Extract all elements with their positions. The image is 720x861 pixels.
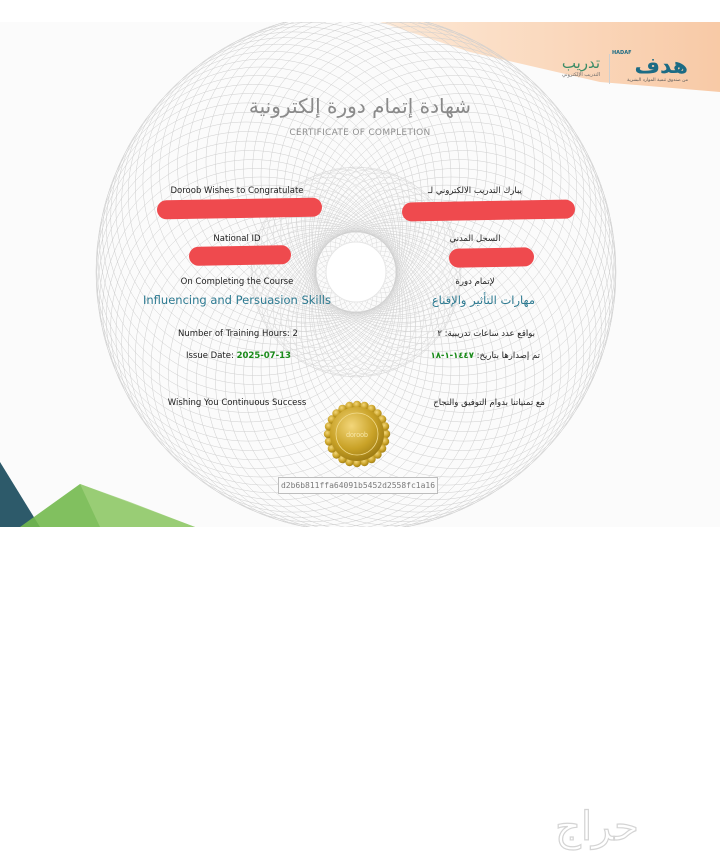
gold-seal-icon xyxy=(323,400,391,468)
certificate xyxy=(0,22,720,527)
redacted-id-en xyxy=(189,245,291,266)
haraj-watermark xyxy=(482,800,712,852)
completing-label-ar: لإتمام دورة xyxy=(455,277,495,287)
hours-en xyxy=(178,329,298,339)
redacted-name-ar xyxy=(402,199,575,221)
tadreeb-logo-text: تدريب xyxy=(561,54,601,72)
national-id-label-ar: السجل المدني xyxy=(449,234,501,244)
tadreeb-logo-subtitle: التدريب الإلكتروني xyxy=(561,72,601,78)
issue-value-en: 2025-07-13 xyxy=(236,351,291,361)
issue-label-en: Issue Date: xyxy=(186,351,234,361)
issue-value-ar: ١٤٤٧-١-١٨ xyxy=(430,351,474,361)
watermark-text: حراج xyxy=(555,804,639,850)
hours-value-en: 2 xyxy=(292,329,298,339)
national-id-label-en: National ID xyxy=(213,234,261,244)
redacted-name-en xyxy=(157,198,322,220)
course-name-en: Influencing and Persuasion Skills xyxy=(143,293,331,307)
congratulate-label-en: Doroob Wishes to Congratulate xyxy=(170,186,304,196)
congratulate-label-ar: يبارك التدريب الالكتروني لـ xyxy=(428,186,522,196)
verification-code[interactable]: d2b6b811ffa64091b5452d2558fc1a16 xyxy=(278,477,438,494)
wishes-ar: مع تمنياتنا بدوام التوفيق والنجاح xyxy=(433,398,545,408)
hadaf-logo-en: HADAF xyxy=(612,50,632,56)
hours-ar xyxy=(400,329,535,339)
wishes-en: Wishing You Continuous Success xyxy=(167,398,307,408)
issue-label-ar: تم إصدارها بتاريخ: xyxy=(476,351,540,361)
seal-text: doroob xyxy=(346,432,368,439)
issue-date-en xyxy=(186,351,291,361)
hadaf-logo-ar: هدف xyxy=(634,54,688,79)
completing-label-en: On Completing the Course xyxy=(180,277,294,287)
hours-label-ar: بواقع عدد ساعات تدريبية: xyxy=(444,329,535,339)
hadaf-logo xyxy=(612,50,688,83)
title-english: CERTIFICATE OF COMPLETION xyxy=(289,128,431,138)
hours-value-ar: ٢ xyxy=(437,329,442,339)
hours-label-en: Number of Training Hours: xyxy=(178,329,290,339)
issue-date-ar xyxy=(400,351,540,361)
title-arabic: شهادة إتمام دورة إلكترونية xyxy=(248,94,472,118)
course-name-ar: مهارات التأثير والإقناع xyxy=(431,293,535,307)
tadreeb-logo xyxy=(556,54,606,78)
hadaf-logo-subtitle: من صندوق تنمية الموارد البشرية xyxy=(627,78,688,83)
redacted-id-ar xyxy=(449,247,534,267)
